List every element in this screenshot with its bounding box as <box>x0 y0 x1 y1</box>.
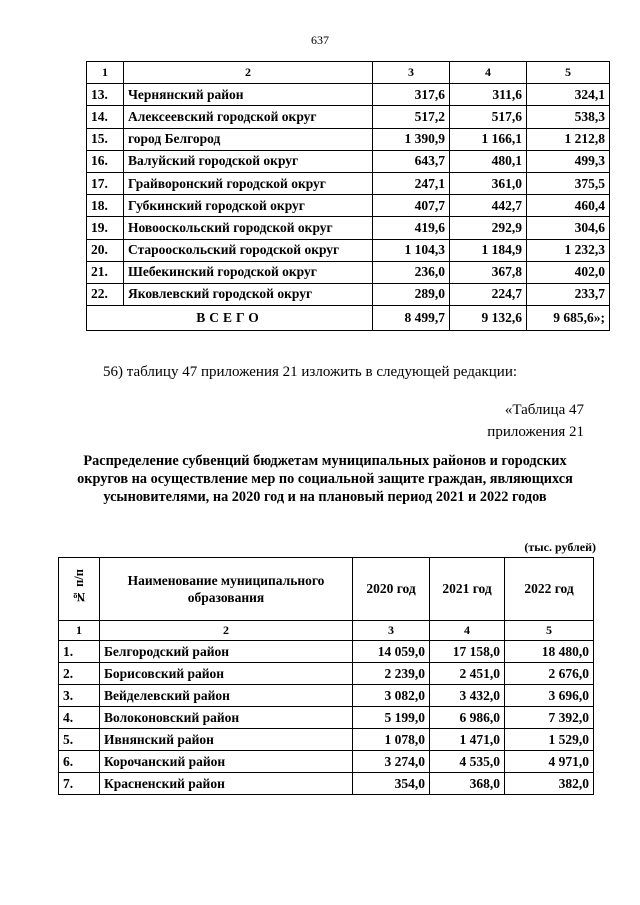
value-2021: 442,7 <box>450 195 527 217</box>
value-2022: 402,0 <box>527 261 610 283</box>
column-number: 5 <box>505 621 594 641</box>
value-2020: 1 078,0 <box>353 729 430 751</box>
row-number: 20. <box>87 239 124 261</box>
column-number: 1 <box>59 621 100 641</box>
row-number: 21. <box>87 261 124 283</box>
value-2020: 1 104,3 <box>373 239 450 261</box>
table-row <box>59 663 594 685</box>
header-row <box>59 558 594 621</box>
value-2021: 517,6 <box>450 106 527 128</box>
subvention-table-continued <box>86 61 610 331</box>
table-title <box>60 452 590 506</box>
row-number: 15. <box>87 128 124 150</box>
value-2022: 1 529,0 <box>505 729 594 751</box>
row-number: 18. <box>87 195 124 217</box>
municipality-name: Грайворонский городской округ <box>124 172 373 194</box>
table-reference <box>487 399 584 443</box>
municipality-name: Волоконовский район <box>100 707 353 729</box>
column-number: 3 <box>373 62 450 84</box>
row-number: 4. <box>59 707 100 729</box>
value-2020: 517,2 <box>373 106 450 128</box>
total-label: ВСЕГО <box>87 306 373 331</box>
value-2022: 18 480,0 <box>505 641 594 663</box>
table-row <box>87 84 610 106</box>
municipality-name: Шебекинский городской округ <box>124 261 373 283</box>
column-number: 3 <box>353 621 430 641</box>
column-number: 2 <box>124 62 373 84</box>
page-number: 637 <box>311 33 329 47</box>
column-number: 5 <box>527 62 610 84</box>
value-2022: 499,3 <box>527 150 610 172</box>
value-2021: 224,7 <box>450 283 527 305</box>
value-2021: 1 471,0 <box>430 729 505 751</box>
value-2022: 460,4 <box>527 195 610 217</box>
value-2021: 367,8 <box>450 261 527 283</box>
value-2021: 292,9 <box>450 217 527 239</box>
municipality-name: город Белгород <box>124 128 373 150</box>
value-2020: 317,6 <box>373 84 450 106</box>
value-2022: 233,7 <box>527 283 610 305</box>
value-2021: 368,0 <box>430 773 505 795</box>
table-row <box>59 729 594 751</box>
total-row <box>87 306 610 331</box>
table-row <box>59 773 594 795</box>
municipality-name: Вейделевский район <box>100 685 353 707</box>
table-row <box>87 239 610 261</box>
table-reference-line: «Таблица 47 <box>504 402 584 418</box>
table-row <box>87 172 610 194</box>
row-number: 2. <box>59 663 100 685</box>
value-2022: 7 392,0 <box>505 707 594 729</box>
municipality-name: Корочанский район <box>100 751 353 773</box>
value-2020: 5 199,0 <box>353 707 430 729</box>
header-2022: 2022 год <box>505 558 594 621</box>
table-reference-line: приложения 21 <box>487 424 584 440</box>
value-2022: 538,3 <box>527 106 610 128</box>
table-row <box>87 195 610 217</box>
value-2021: 1 166,1 <box>450 128 527 150</box>
municipality-name: Борисовский район <box>100 663 353 685</box>
value-2022: 375,5 <box>527 172 610 194</box>
column-number-row <box>87 62 610 84</box>
unit-label: (тыс. рублей) <box>524 540 596 554</box>
total-2021: 9 132,6 <box>450 306 527 331</box>
value-2020: 643,7 <box>373 150 450 172</box>
header-2021: 2021 год <box>430 558 505 621</box>
value-2021: 361,0 <box>450 172 527 194</box>
table-row <box>87 283 610 305</box>
total-2020: 8 499,7 <box>373 306 450 331</box>
municipality-name: Алексеевский городской округ <box>124 106 373 128</box>
header-name: Наименование муниципального образования <box>100 558 353 621</box>
municipality-name: Белгородский район <box>100 641 353 663</box>
table-row <box>87 261 610 283</box>
value-2021: 17 158,0 <box>430 641 505 663</box>
value-2020: 3 274,0 <box>353 751 430 773</box>
column-number-row <box>59 621 594 641</box>
municipality-name: Яковлевский городской округ <box>124 283 373 305</box>
value-2021: 311,6 <box>450 84 527 106</box>
value-2021: 6 986,0 <box>430 707 505 729</box>
table-row <box>87 106 610 128</box>
value-2022: 324,1 <box>527 84 610 106</box>
table-row <box>59 707 594 729</box>
header-2020: 2020 год <box>353 558 430 621</box>
column-number: 1 <box>87 62 124 84</box>
row-number: 14. <box>87 106 124 128</box>
value-2022: 3 696,0 <box>505 685 594 707</box>
value-2021: 1 184,9 <box>450 239 527 261</box>
row-number: 3. <box>59 685 100 707</box>
row-number: 5. <box>59 729 100 751</box>
amendment-paragraph: 56) таблицу 47 приложения 21 изложить в следующей редакции: <box>103 364 518 380</box>
municipality-name: Новооскольский городской округ <box>124 217 373 239</box>
table-row <box>87 128 610 150</box>
value-2021: 480,1 <box>450 150 527 172</box>
table-row <box>59 641 594 663</box>
municipality-name: Чернянский район <box>124 84 373 106</box>
municipality-name: Губкинский городской округ <box>124 195 373 217</box>
value-2022: 304,6 <box>527 217 610 239</box>
municipality-name: Ивнянский район <box>100 729 353 751</box>
row-number: 1. <box>59 641 100 663</box>
value-2021: 3 432,0 <box>430 685 505 707</box>
table-row <box>87 150 610 172</box>
row-number: 17. <box>87 172 124 194</box>
value-2020: 236,0 <box>373 261 450 283</box>
table-title-line: Распределение субвенций бюджетам муниципальных районов и городских <box>83 453 567 469</box>
value-2021: 2 451,0 <box>430 663 505 685</box>
value-2020: 1 390,9 <box>373 128 450 150</box>
value-2021: 4 535,0 <box>430 751 505 773</box>
column-number: 4 <box>430 621 505 641</box>
value-2020: 354,0 <box>353 773 430 795</box>
value-2022: 4 971,0 <box>505 751 594 773</box>
value-2020: 289,0 <box>373 283 450 305</box>
value-2020: 419,6 <box>373 217 450 239</box>
value-2020: 407,7 <box>373 195 450 217</box>
value-2020: 14 059,0 <box>353 641 430 663</box>
value-2020: 247,1 <box>373 172 450 194</box>
row-number: 13. <box>87 84 124 106</box>
row-number: 22. <box>87 283 124 305</box>
value-2020: 3 082,0 <box>353 685 430 707</box>
column-number: 4 <box>450 62 527 84</box>
row-number: 6. <box>59 751 100 773</box>
value-2022: 1 232,3 <box>527 239 610 261</box>
municipality-name: Красненский район <box>100 773 353 795</box>
table-title-line: усыновителями, на 2020 год и на плановый период 2021 и 2022 годов <box>103 489 547 505</box>
table-row <box>59 751 594 773</box>
total-2022: 9 685,6»; <box>527 306 610 331</box>
value-2022: 382,0 <box>505 773 594 795</box>
header-number: № п/п <box>59 558 100 621</box>
table-row <box>59 685 594 707</box>
subvention-table-47 <box>58 557 594 795</box>
value-2020: 2 239,0 <box>353 663 430 685</box>
row-number: 16. <box>87 150 124 172</box>
table-title-line: округов на осуществление мер по социальной защите граждан, являющихся <box>77 471 573 487</box>
column-number: 2 <box>100 621 353 641</box>
value-2022: 2 676,0 <box>505 663 594 685</box>
municipality-name: Валуйский городской округ <box>124 150 373 172</box>
municipality-name: Старооскольский городской округ <box>124 239 373 261</box>
row-number: 19. <box>87 217 124 239</box>
table-row <box>87 217 610 239</box>
value-2022: 1 212,8 <box>527 128 610 150</box>
row-number: 7. <box>59 773 100 795</box>
